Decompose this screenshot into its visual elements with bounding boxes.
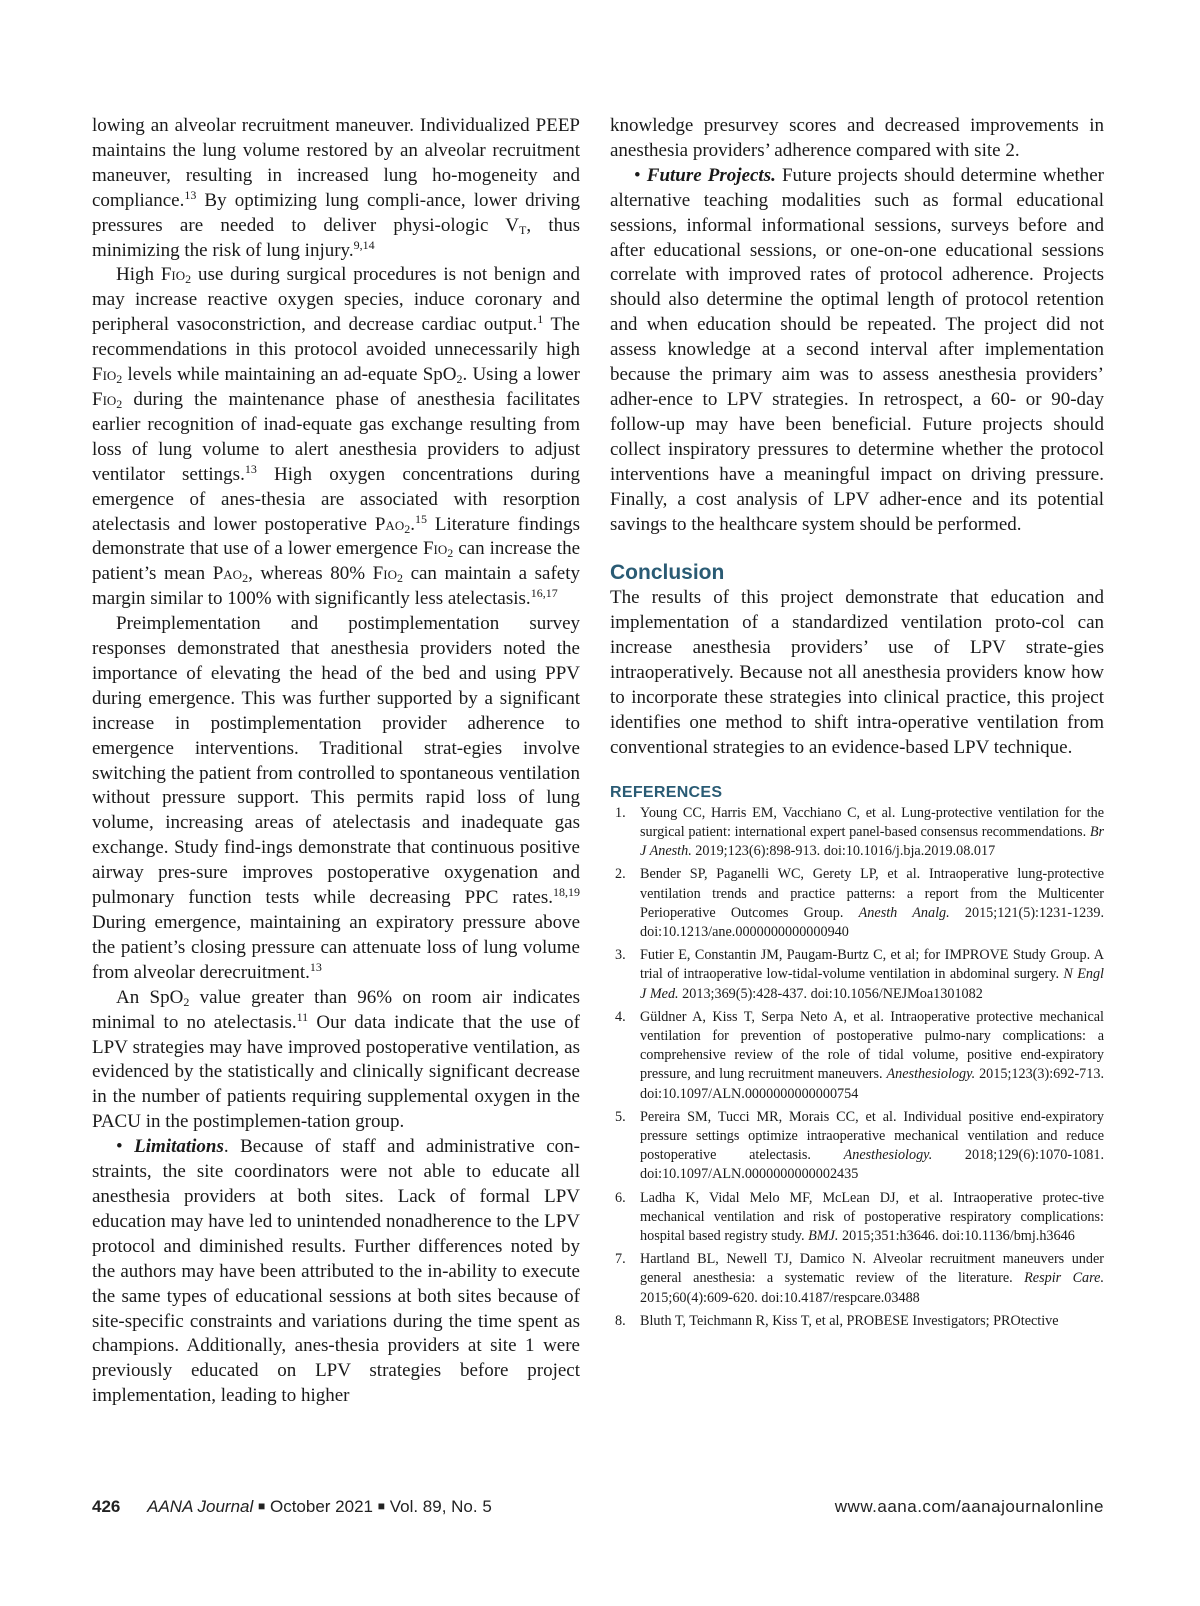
page-footer: [92, 1497, 1104, 1521]
paragraph-peep: lowing an alveolar recruitment maneuver. Individualized PEEP maintains the lung volume restored by an alveolar recruitment maneuver, resulting in increased lung ho-mogeneity and compliance.$^{13}$ By optimizing lung compli-ance, lower driving pressures are needed to deliver physi-ologic $V_T$, thus minimizing the risk of lung injury.$^{9,14}$: [92, 115, 580, 261]
paragraph-knowledge: knowledge presurvey scores and decreased improvements in anesthesia providers’ adherence compared with site 2.: [610, 115, 1104, 161]
reference-item: 7. Hartland BL, Newell TJ, Damico N. Alveolar recruitment maneuvers under general anesthesia: a systematic review of the literature. Respir Care. 2015;60(4):609-620. doi:10.4187/respcare.03488: [615, 1251, 1104, 1306]
right-column: [610, 114, 1104, 1335]
paragraph-limitations: • Limitations. Because of staff and administrative con-straints, the site coordinators were not able to educate all anesthesia providers at both sites. Lack of formal LPV education may have led to unintended nonadherence to the LPV protocol and diminished results. Further differences noted by the authors may have been attributed to the in-ability to execute the same types of educational sessions at both sites because of site-specific constraints and variations during the time spent as champions. Additionally, anes-thesia providers at site 1 were previously educated on LPV strategies before project implementation, leading to higher: [92, 1136, 580, 1407]
limitations-label: Limitations: [134, 1136, 224, 1158]
journal-citation: AANA Journal ■ October 2021 ■ Vol. 89, No. 5: [147, 1497, 492, 1516]
conclusion-heading: Conclusion: [610, 561, 725, 585]
future-projects-label: Future Projects.: [646, 164, 776, 186]
paragraph-fio2: High Fio$_2$ use during surgical procedures is not benign and may increase reactive oxygen species, induce coronary and peripheral vasoconstriction, and decrease cardiac output.$^1$ The recommendations in this protocol avoided unnecessarily high Fio$_2$ levels while maintaining an ad-equate SpO$_2$. Using a lower Fio$_2$ during the maintenance phase of anesthesia facilitates earlier recognition of inad-equate gas exchange resulting from loss of lung volume to alert anesthesia providers to adjust ventilator settings.$^{13}$ High oxygen concentrations during emergence of anes-thesia are associated with resorption atelectasis and lower postoperative Pao$_2$.$^{15}$ Literature findings demonstrate that use of a lower emergence Fio$_2$ can increase the patient’s mean Pao$_2$, whereas 80% Fio$_2$ can maintain a safety margin similar to 100% with significantly less atelectasis.$^{16,17}$: [92, 264, 581, 610]
reference-item: 1. Young CC, Harris EM, Vacchiano C, et al. Lung-protective ventilation for the surgical patient: international expert panel-based consensus recommendations. Br J Anesth. 2019;123(6):898-913. doi:10.1016/j.bja.2019.08.017: [615, 804, 1104, 860]
reference-item: 5. Pereira SM, Tucci MR, Morais CC, et al. Individual positive end-expiratory pressure settings optimize intraoperative mechanical ventilation and reduce postoperative atelectasis. Anesthesiology. 2018;129(6):1070-1081. doi:10.1097/ALN.0000000000002435: [615, 1108, 1104, 1183]
page-number: 426: [92, 1497, 121, 1516]
references-heading: REFERENCES: [610, 783, 723, 801]
conclusion-paragraph: The results of this project demonstrate that education and implementation of a standardized ventilation proto-col can increase anesthesia providers’ use of LPV strate-gies intraoperatively. Because not all anesthesia providers know how to incorporate these strategies into clinical practice, this project identifies one method to shift intra-operative ventilation from conventional strategies to an evidence-based LPV technique.: [610, 587, 1104, 758]
journal-url[interactable]: www.aana.com/aanajournalonline: [834, 1497, 1104, 1516]
reference-item: 3. Futier E, Constantin JM, Paugam-Burtz C, et al; for IMPROVE Study Group. A trial of intraoperative low-tidal-volume ventilation in abdominal surgery. N Engl J Med. 2013;369(5):428-437. doi:10.1056/NEJMoa1301082: [615, 947, 1104, 1002]
paragraph-future-projects: • Future Projects. Future projects should determine whether alternative teaching modalities such as formal educational sessions, informal informational sessions, surveys before and after educational sessions, or one-on-one educational sessions correlate with improved rates of protocol adherence. Projects should also determine the optimal length of protocol retention and when education should be repeated. The project did not assess knowledge at a second interval after implementation because the primary aim was to assess anesthesia providers’ adher-ence to LPV strategies. In retrospect, a 60- or 90-day follow-up may have been beneficial. Future projects should collect inspiratory pressures to determine whether the protocol interventions have a meaningful impact on driving pressure. Finally, a cost analysis of LPV adher-ence and its potential savings to the healthcare system should be performed.: [610, 164, 1104, 535]
paragraph-emergence: Preimplementation and postimplementation survey responses demonstrated that anesthesia providers noted the importance of elevating the head of the bed and using PPV during emergence. This was further supported by a significant increase in postimplementation provider adherence to emergence interventions. Traditional strat-egies involve switching the patient from controlled to spontaneous ventilation without pressure support. This permits rapid loss of lung volume, increasing areas of atelectasis and inadequate gas exchange. Study find-ings demonstrate that continuous positive airway pres-sure improves postoperative oxygenation and pulmonary function tests while decreasing PPC rates.$^{18,19}$ During emergence, maintaining an expiratory pressure above the patient’s closing pressure can attenuate loss of lung volume from alveolar derecruitment.$^{13}$: [92, 613, 580, 983]
references-list: [610, 804, 1104, 1331]
left-column: [92, 114, 580, 1409]
reference-item: 4. Güldner A, Kiss T, Serpa Neto A, et al. Intraoperative protective mechanical ventilation for prevention of postoperative pulmo-nary complications: a comprehensive review of the role of tidal volume, positive end-expiratory pressure, and lung recruitment maneuvers. Anesthesiology. 2015;123(3):692-713. doi:10.1097/ALN.0000000000000754: [615, 1008, 1105, 1102]
reference-item: 2. Bender SP, Paganelli WC, Gerety LP, et al. Intraoperative lung-protective ventilation trends and practice patterns: a report from the Multicenter Perioperative Outcomes Group. Anesth Analg. 2015;121(5):1231-1239. doi:10.1213/ane.0000000000000940: [615, 866, 1105, 940]
paragraph-spo2: An SpO$_2$ value greater than 96% on room air indicates minimal to no atelectasis.$^{11}$ Our data indicate that the use of LPV strategies may have improved postoperative ventilation, as evidenced by the statistically and clinically significant decrease in the number of patients requiring supplemental oxygen in the PACU in the postimplemen-tation group.: [92, 986, 581, 1133]
reference-item: 8. Bluth T, Teichmann R, Kiss T, et al, PROBESE Investigators; PROtective: [615, 1312, 1059, 1329]
reference-item: 6. Ladha K, Vidal Melo MF, McLean DJ, et al. Intraoperative protec-tive mechanical ventilation and risk of postoperative respiratory complications: hospital based registry study. BMJ. 2015;351:h3646. doi:10.1136/bmj.h3646: [615, 1189, 1104, 1245]
